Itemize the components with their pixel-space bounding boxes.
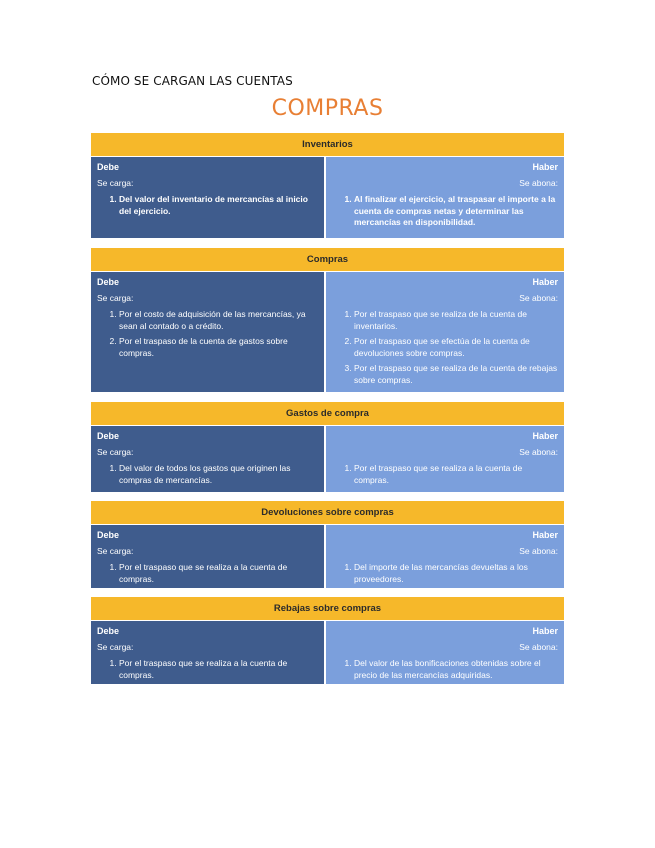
section-header: Inventarios (91, 133, 564, 157)
list-item: 1. Del importe de las mercancías devueltas a los proveedores. (354, 562, 558, 585)
list-item: 1. Del valor del inventario de mercancías al inicio del ejercicio. (119, 194, 318, 217)
debe-column (91, 426, 326, 492)
haber-column (326, 272, 564, 392)
section-header: Compras (91, 248, 564, 272)
debe-list (97, 309, 318, 359)
list-item: 3. Por el traspaso que se realiza de la cuenta de rebajas sobre compras. (354, 363, 558, 386)
debe-column (91, 272, 326, 392)
haber-subtitle: Se abona: (519, 293, 558, 303)
section-header: Rebajas sobre compras (91, 597, 564, 621)
list-item: 2. Por el traspaso de la cuenta de gastos sobre compras. (119, 336, 318, 359)
haber-column (326, 426, 564, 492)
debe-column (91, 157, 326, 238)
debe-list (97, 463, 318, 486)
section-gastos-de-compra (91, 402, 564, 492)
section-header: Gastos de compra (91, 402, 564, 426)
debe-column (91, 621, 326, 684)
debe-list (97, 194, 318, 217)
list-item: 1. Del valor de todos los gastos que originen las compras de mercancías. (119, 463, 318, 486)
list-item: 1. Por el traspaso que se realiza a la cuenta de compras. (119, 658, 318, 681)
haber-label: Haber (532, 277, 558, 287)
list-item: 1. Por el traspaso que se realiza a la cuenta de compras. (354, 463, 558, 486)
haber-column (326, 621, 564, 684)
list-item: 1. Al finalizar el ejercicio, al traspasar el importe a la cuenta de compras netas y determinar las mercancías en disponibilidad. (354, 194, 558, 229)
list-item: 1. Por el traspaso que se realiza de la cuenta de inventarios. (354, 309, 558, 332)
debe-label: Debe (97, 162, 120, 172)
list-item: 2. Por el traspaso que se efectúa de la cuenta de devoluciones sobre compras. (354, 336, 558, 359)
debe-subtitle: Se carga: (97, 546, 134, 556)
haber-column (326, 525, 564, 588)
haber-label: Haber (532, 162, 558, 172)
section-compras (91, 248, 564, 392)
haber-label: Haber (532, 431, 558, 441)
section-rebajas-sobre-compras (91, 597, 564, 684)
haber-list (332, 309, 558, 386)
section-devoluciones-sobre-compras (91, 501, 564, 588)
debe-column (91, 525, 326, 588)
haber-subtitle: Se abona: (519, 546, 558, 556)
debe-subtitle: Se carga: (97, 642, 134, 652)
list-item: 1. Del valor de las bonificaciones obtenidas sobre el precio de las mercancías adquiridas. (354, 658, 558, 681)
list-item: 1. Por el costo de adquisición de las mercancías, ya sean al contado o a crédito. (119, 309, 318, 332)
haber-list (332, 194, 558, 229)
haber-subtitle: Se abona: (519, 447, 558, 457)
list-item: 1. Por el traspaso que se realiza a la cuenta de compras. (119, 562, 318, 585)
haber-label: Haber (532, 530, 558, 540)
debe-label: Debe (97, 431, 120, 441)
debe-label: Debe (97, 277, 120, 287)
debe-list (97, 562, 318, 585)
debe-label: Debe (97, 626, 120, 636)
haber-label: Haber (532, 626, 558, 636)
haber-subtitle: Se abona: (519, 642, 558, 652)
debe-subtitle: Se carga: (97, 178, 134, 188)
haber-list (332, 658, 558, 681)
haber-list (332, 463, 558, 486)
debe-subtitle: Se carga: (97, 293, 134, 303)
haber-subtitle: Se abona: (519, 178, 558, 188)
debe-subtitle: Se carga: (97, 447, 134, 457)
debe-label: Debe (97, 530, 120, 540)
section-header: Devoluciones sobre compras (91, 501, 564, 525)
haber-list (332, 562, 558, 585)
section-inventarios (91, 133, 564, 238)
debe-list (97, 658, 318, 681)
haber-column (326, 157, 564, 238)
document-heading: CÓMO SE CARGAN LAS CUENTAS (92, 74, 293, 88)
page-title: COMPRAS (271, 96, 384, 121)
